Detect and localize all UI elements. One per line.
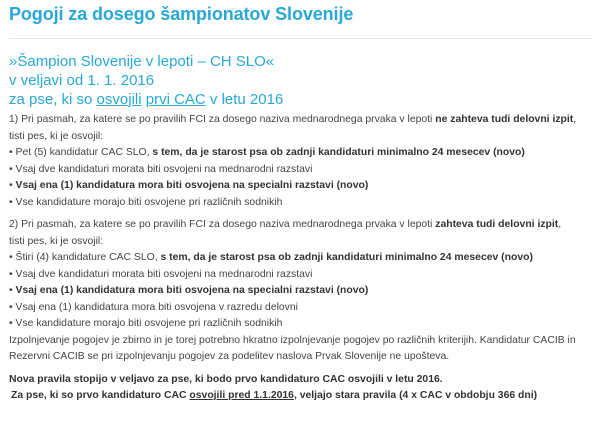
section-1-intro: [9, 112, 592, 129]
section-1-intro-text: 1) Pri pasmah, za katere se po pravilih FCI za dosego naziva mednarodnega prvaka v lepoti: [9, 114, 436, 125]
list-item-bold: s tem, da je starost psa ob zadnji kandidaturi minimalno 24 mesecev (novo): [160, 252, 533, 263]
list-item: [9, 283, 592, 300]
section-2-intro-bold: zahteva tudi delovni izpit: [435, 219, 559, 230]
page-title: Pogoji za dosego šampionatov Slovenije: [9, 4, 354, 24]
rule-line-2: [9, 388, 592, 405]
section-1-intro-bold: ne zahteva tudi delovni izpit: [435, 114, 574, 125]
list-item-text: Štiri (4) kandidature CAC SLO,: [15, 252, 161, 263]
list-item-bold: s tem, da je starost psa ob zadnji kandidaturi minimalno 24 mesecev (novo): [152, 147, 525, 158]
rules-note: [9, 372, 592, 405]
dogs-line: [9, 90, 592, 109]
section-2-intro-text: 2) Pri pasmah, za katere se po pravilih FCI za dosego naziva mednarodnega prvaka v lepoti: [9, 219, 436, 230]
cumulative-note: Izpolnjevanje pogojev je zbirno in je torej potrebno hkratno izpolnjevanje pogojev po različnih kriterijih. Kandidatur CACIB in Rezervni CACIB se pri izpolnjevanju pogojev za podelitev naslova Prvak Slovenije ne upošteva.: [9, 334, 576, 362]
section-2: [9, 217, 592, 366]
section-2-intro-punct: ,: [558, 219, 562, 230]
dogs-line-underlined-1: osvojili: [96, 91, 142, 108]
list-item: [9, 145, 592, 162]
rule-line-2-pre: Za pse, ki so prvo kandidaturo CAC: [11, 390, 190, 401]
list-item: • Vsaj ena (1) kandidatura mora biti osvojena v razredu delovni: [9, 300, 592, 317]
section-2-intro: [9, 217, 592, 234]
list-item: • Vse kandidature morajo biti osvojene pri različnih sodnikih: [9, 195, 592, 212]
rule-line-2-post: , veljajo stara pravila (4 x CAC v obdobju 366 dni): [293, 390, 538, 401]
section-heading: »Šampion Slovenije v lepoti – CH SLO«: [9, 53, 275, 70]
list-item-text: Pet (5) kandidatur CAC SLO,: [15, 147, 153, 158]
list-item-bold: Vsaj ena (1) kandidatura mora biti osvojena na specialni razstavi (novo): [15, 285, 369, 296]
dogs-line-underlined-2: prvi CAC: [145, 91, 206, 108]
dogs-line-pre: za pse, ki so: [9, 91, 97, 108]
rule-line-1: [9, 372, 592, 389]
list-item: [9, 250, 592, 267]
valid-from-line: v veljavi od 1. 1. 2016: [9, 72, 155, 89]
list-item: • Vsaj dve kandidaturi morata biti osvojeni na mednarodni razstavi: [9, 162, 592, 179]
dogs-line-post: v letu 2016: [205, 91, 284, 108]
rule-line-1-bold: Nova pravila stopijo v veljavo za pse, ki bodo prvo kandidaturo CAC osvojili v letu 2016.: [9, 373, 443, 385]
list-item-bold: Vsaj ena (1) kandidatura mora biti osvojena na specialni razstavi (novo): [15, 180, 369, 191]
section-1-intro-line2: tisti pes, ki je osvojil:: [9, 130, 104, 142]
rule-line-2-underlined: osvojili pred 1.1.2016: [189, 390, 294, 401]
section-1-intro-punct: ,: [573, 114, 577, 125]
section-2-intro-line2: tisti pes, ki je osvojil:: [9, 235, 104, 247]
section-1: [9, 112, 592, 211]
list-item: • Vsaj dve kandidaturi morata biti osvojeni na mednarodni razstavi: [9, 267, 592, 284]
list-item: [9, 178, 592, 195]
list-item: • Vse kandidature morajo biti osvojene pri različnih sodnikih: [9, 316, 592, 333]
title-divider: [9, 38, 592, 39]
